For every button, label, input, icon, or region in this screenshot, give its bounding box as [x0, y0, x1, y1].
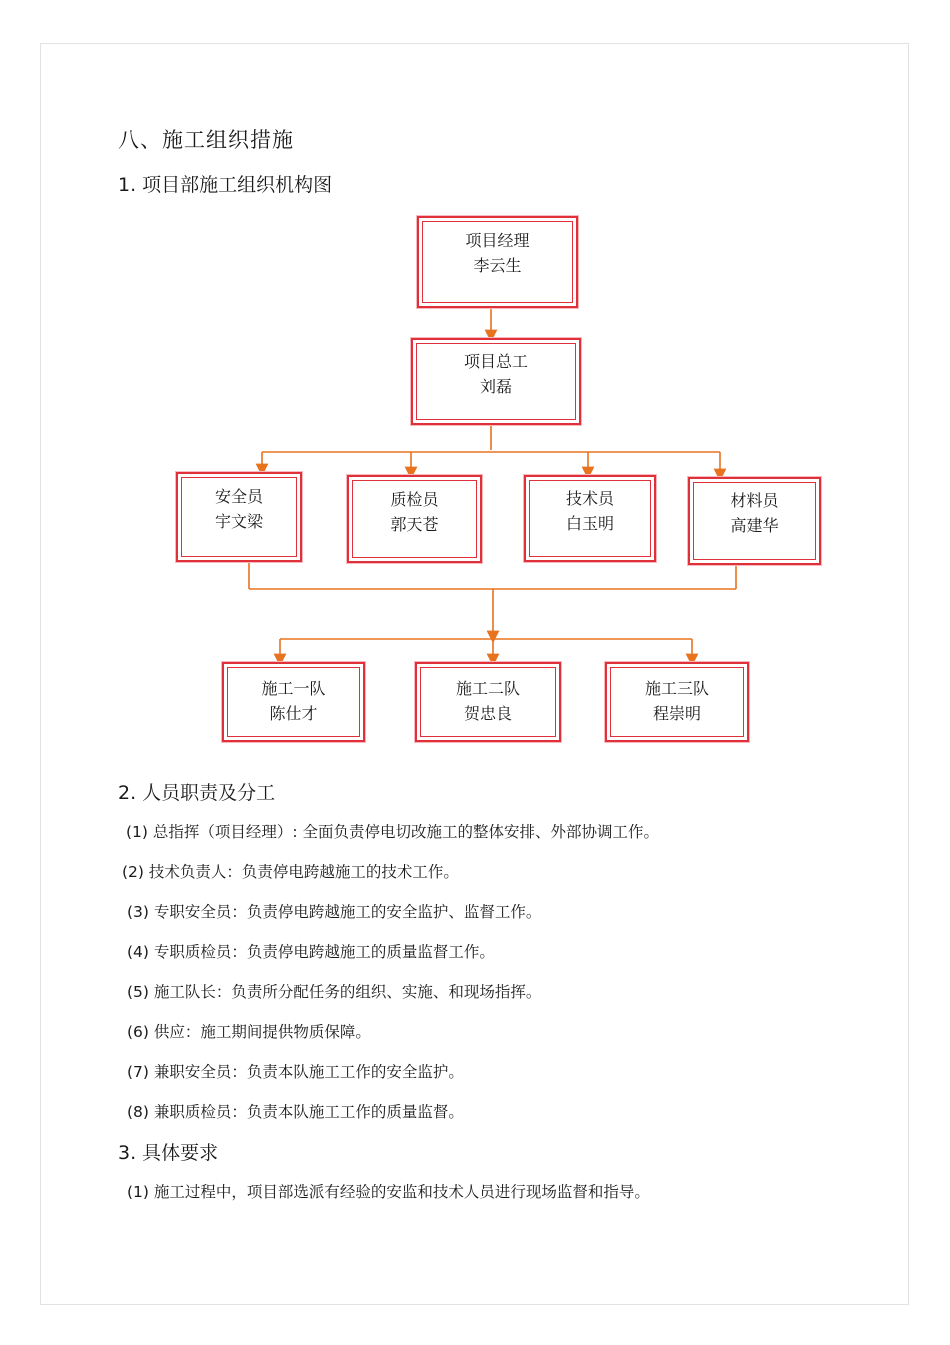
org-box-quality-inspector [347, 475, 482, 563]
section3-heading: 3. 具体要求 [118, 1142, 219, 1164]
org-role: 安全员 [214, 487, 263, 506]
org-box-project-manager [417, 216, 578, 308]
section2-heading: 2. 人员职责及分工 [118, 782, 276, 804]
org-role: 施工一队 [261, 679, 326, 698]
org-name: 刘磊 [479, 377, 512, 396]
org-box-chief-engineer [411, 338, 581, 425]
duty-item: (8) 兼职质检员：负责本队施工工作的质量监督。 [127, 1103, 464, 1121]
duty-item: (6) 供应：施工期间提供物质保障。 [127, 1023, 371, 1041]
org-name: 高建华 [730, 516, 779, 535]
duty-item: (1) 总指挥（项目经理）: 全面负责停电切改施工的整体安排、外部协调工作。 [126, 823, 660, 841]
org-role: 施工二队 [455, 679, 520, 698]
org-name: 陈仕才 [269, 704, 318, 723]
org-name: 白玉明 [565, 514, 614, 533]
org-role: 项目经理 [465, 231, 530, 250]
org-role: 项目总工 [463, 352, 528, 371]
duty-item: (2) 技术负责人：负责停电跨越施工的技术工作。 [122, 863, 459, 881]
org-name: 郭天苍 [390, 515, 439, 534]
org-box-team-2 [415, 662, 561, 742]
duty-item: (5) 施工队长：负责所分配任务的组织、实施、和现场指挥。 [127, 983, 542, 1001]
org-name: 宇文梁 [214, 512, 263, 531]
org-box-material-officer [688, 477, 821, 565]
org-box-team-3 [605, 662, 749, 742]
org-role: 技术员 [565, 489, 614, 508]
org-role: 材料员 [730, 491, 779, 510]
section1-heading: 1. 项目部施工组织机构图 [118, 174, 333, 196]
page-title: 八、施工组织措施 [118, 128, 294, 152]
org-name: 贺忠良 [463, 704, 512, 723]
org-name: 李云生 [473, 256, 522, 275]
duty-item: (7) 兼职安全员：负责本队施工工作的安全监护。 [127, 1063, 464, 1081]
org-role: 质检员 [390, 490, 439, 509]
org-name: 程崇明 [652, 704, 701, 723]
org-role: 施工三队 [644, 679, 709, 698]
requirement-item: (1) 施工过程中，项目部选派有经验的安监和技术人员进行现场监督和指导。 [127, 1183, 650, 1201]
org-box-safety-officer [176, 472, 302, 562]
duty-item: (4) 专职质检员：负责停电跨越施工的质量监督工作。 [127, 943, 495, 961]
org-box-team-1 [222, 662, 365, 742]
org-box-technician [524, 475, 656, 562]
duty-item: (3) 专职安全员：负责停电跨越施工的安全监护、监督工作。 [127, 903, 542, 921]
